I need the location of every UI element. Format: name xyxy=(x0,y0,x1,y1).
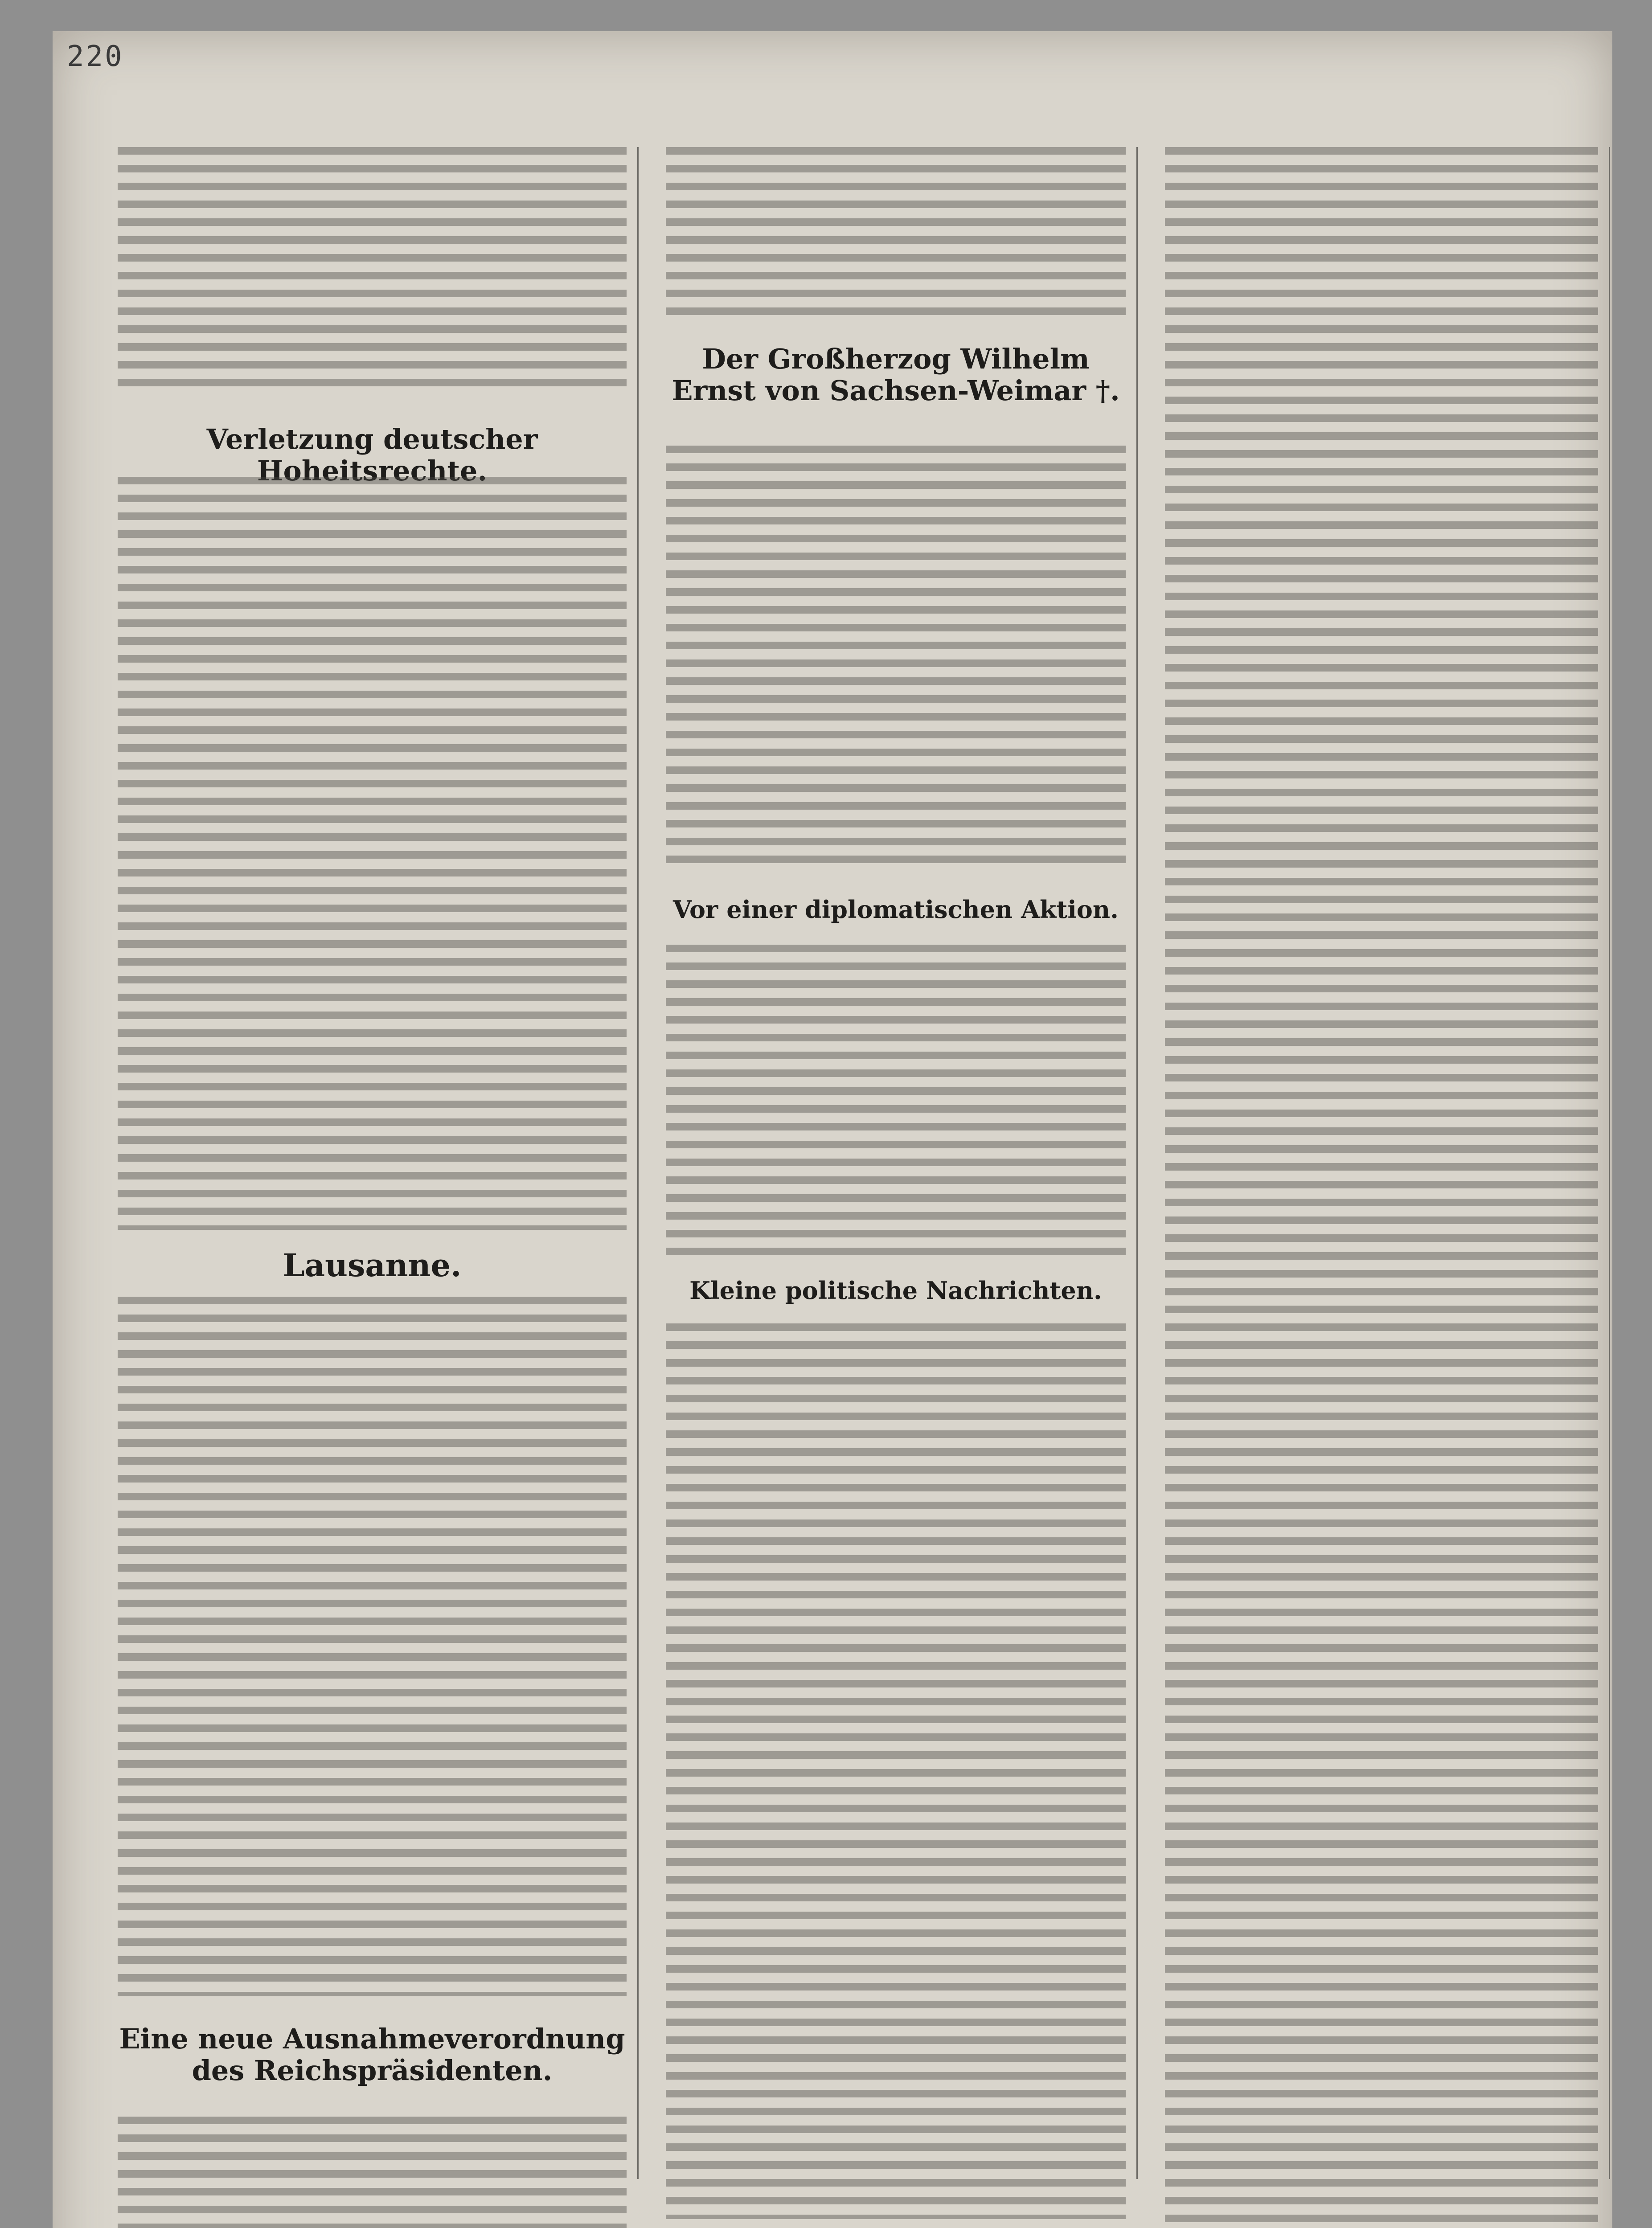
col2-article-1 xyxy=(666,446,1126,873)
col2-article-2 xyxy=(666,945,1126,1257)
col1-headline-3-block xyxy=(118,2019,627,2108)
col1-headline-2-block xyxy=(118,1243,627,1292)
col2-headline-3: Kleine politische Nachrichten. xyxy=(689,1276,1102,1305)
col1-article-3 xyxy=(118,2117,627,2228)
col1-article-1-text xyxy=(118,477,627,1230)
col1-headline-3: Eine neue Ausnahmeverordnung des Reichspräsidenten. xyxy=(119,2023,625,2087)
col2-intro-text xyxy=(666,147,1126,316)
col2-headline-2-block xyxy=(666,887,1126,936)
col1-headline-1: Verletzung deutscher Hoheitsrechte. xyxy=(206,423,538,487)
column-2 xyxy=(655,147,1138,2179)
col2-intro-article xyxy=(666,147,1126,316)
col2-article-1-text xyxy=(666,446,1126,873)
col1-article-3-text xyxy=(118,2117,627,2228)
col2-headline-1: Der Großherzog Wilhelm Ernst von Sachsen-Weimar †. xyxy=(672,343,1120,407)
column-1 xyxy=(107,147,639,2179)
col2-article-3-text xyxy=(666,1323,1126,2219)
page-number: 220 xyxy=(67,40,124,73)
col3-article xyxy=(1165,147,1598,2228)
col3-article-text xyxy=(1165,147,1598,2228)
col1-headline-1-block xyxy=(118,414,627,487)
col1-article-2 xyxy=(118,1297,627,1996)
col1-article-2-text xyxy=(118,1297,627,1996)
col1-article-1 xyxy=(118,477,627,1230)
col1-headline-2: Lausanne. xyxy=(283,1247,462,1284)
col1-intro-text xyxy=(118,147,627,397)
column-3 xyxy=(1154,147,1610,2179)
col2-article-2-text xyxy=(666,945,1126,1257)
col2-headline-3-block xyxy=(666,1270,1126,1315)
col2-headline-2: Vor einer diplomatischen Aktion. xyxy=(673,895,1119,924)
col2-article-3 xyxy=(666,1323,1126,2219)
col1-intro-article xyxy=(118,147,627,397)
col2-headline-1-block xyxy=(666,334,1126,437)
